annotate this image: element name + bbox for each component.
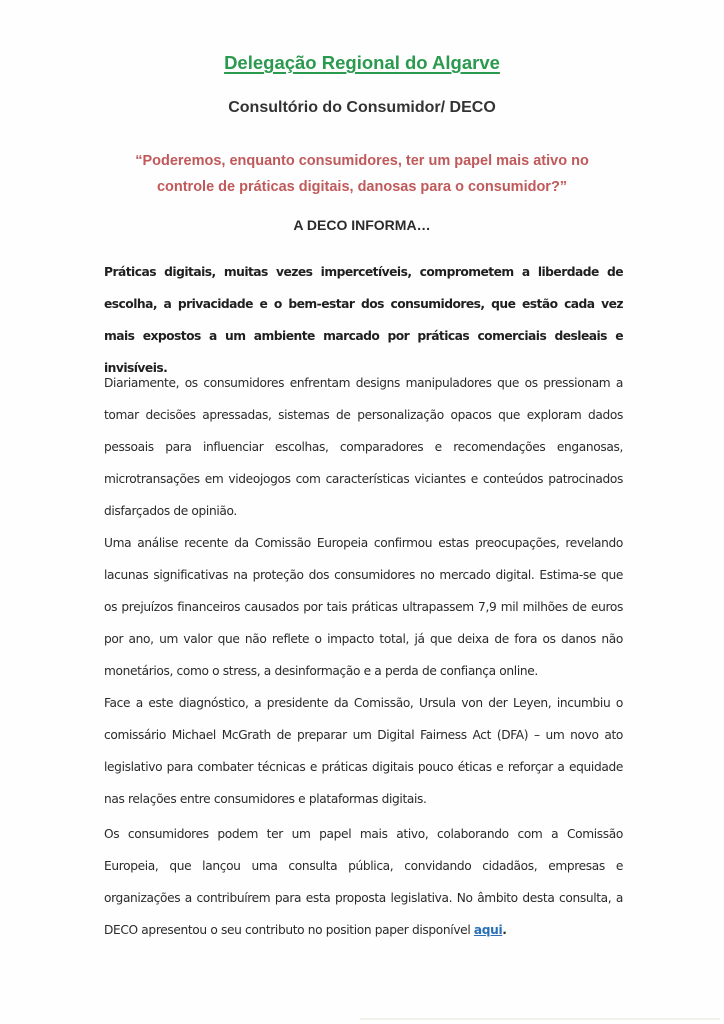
body-paragraph-practices: Diariamente, os consumidores enfrentam designs manipuladores que os pressionam a tomar decisões apressadas, sistemas de personalização opacos que exploram dados pessoais para influenciar escolhas, comparadores e recomendações enganosas, microtransações em videojogos com características viciantes e conteúdos patrocinados disfarçados de opinião. [104, 376, 623, 518]
section-heading: A DECO INFORMA… [293, 217, 431, 233]
quote-line-1: “Poderemos, enquanto consumidores, ter um papel mais ativo no [135, 153, 589, 169]
intro-paragraph: Práticas digitais, muitas vezes impercetíveis, comprometem a liberdade de escolha, a privacidade e o bem-estar dos consumidores, que estão cada vez mais expostos a um ambiente marcado por práticas comerciais desleais e invisíveis. [104, 265, 623, 375]
page-title: Delegação Regional do Algarve [224, 52, 500, 73]
consultation-text: Os consumidores podem ter um papel mais ativo, colaborando com a Comissão Europeia, que lançou uma consulta pública, convidando cidadãos, empresas e organizações a contribuírem para esta proposta legislativa. No âmbito desta consulta, a DECO apresentou o seu contributo no position paper disponível [104, 827, 623, 937]
final-period: . [502, 923, 507, 937]
quote-line-2: controle de práticas digitais, danosas para o consumidor?” [156, 179, 568, 195]
body-paragraph-analysis: Uma análise recente da Comissão Europeia confirmou estas preocupações, revelando lacunas significativas na proteção dos consumidores no mercado digital. Estima-se que os prejuízos financeiros causados por tais práticas ultrapassem 7,9 mil milhões de euros por ano, um valor que não reflete o impacto total, já que deixa de fora os danos não monetários, como o stress, a desinformação e a perda de confiança online. [104, 536, 623, 678]
highlight-quote [0, 148, 724, 200]
page-subtitle: Consultório do Consumidor/ DECO [228, 99, 496, 116]
body-paragraph-dfa: Face a este diagnóstico, a presidente da Comissão, Ursula von der Leyen, incumbiu o comissário Michael McGrath de preparar um Digital Fairness Act (DFA) – um novo ato legislativo para combater técnicas e práticas digitais pouco éticas e reforçar a equidade nas relações entre consumidores e plataformas digitais. [104, 696, 623, 806]
body-paragraph-consultation [104, 818, 623, 946]
scan-artifact-line [360, 1018, 720, 1020]
position-paper-link[interactable]: aqui [473, 923, 503, 937]
